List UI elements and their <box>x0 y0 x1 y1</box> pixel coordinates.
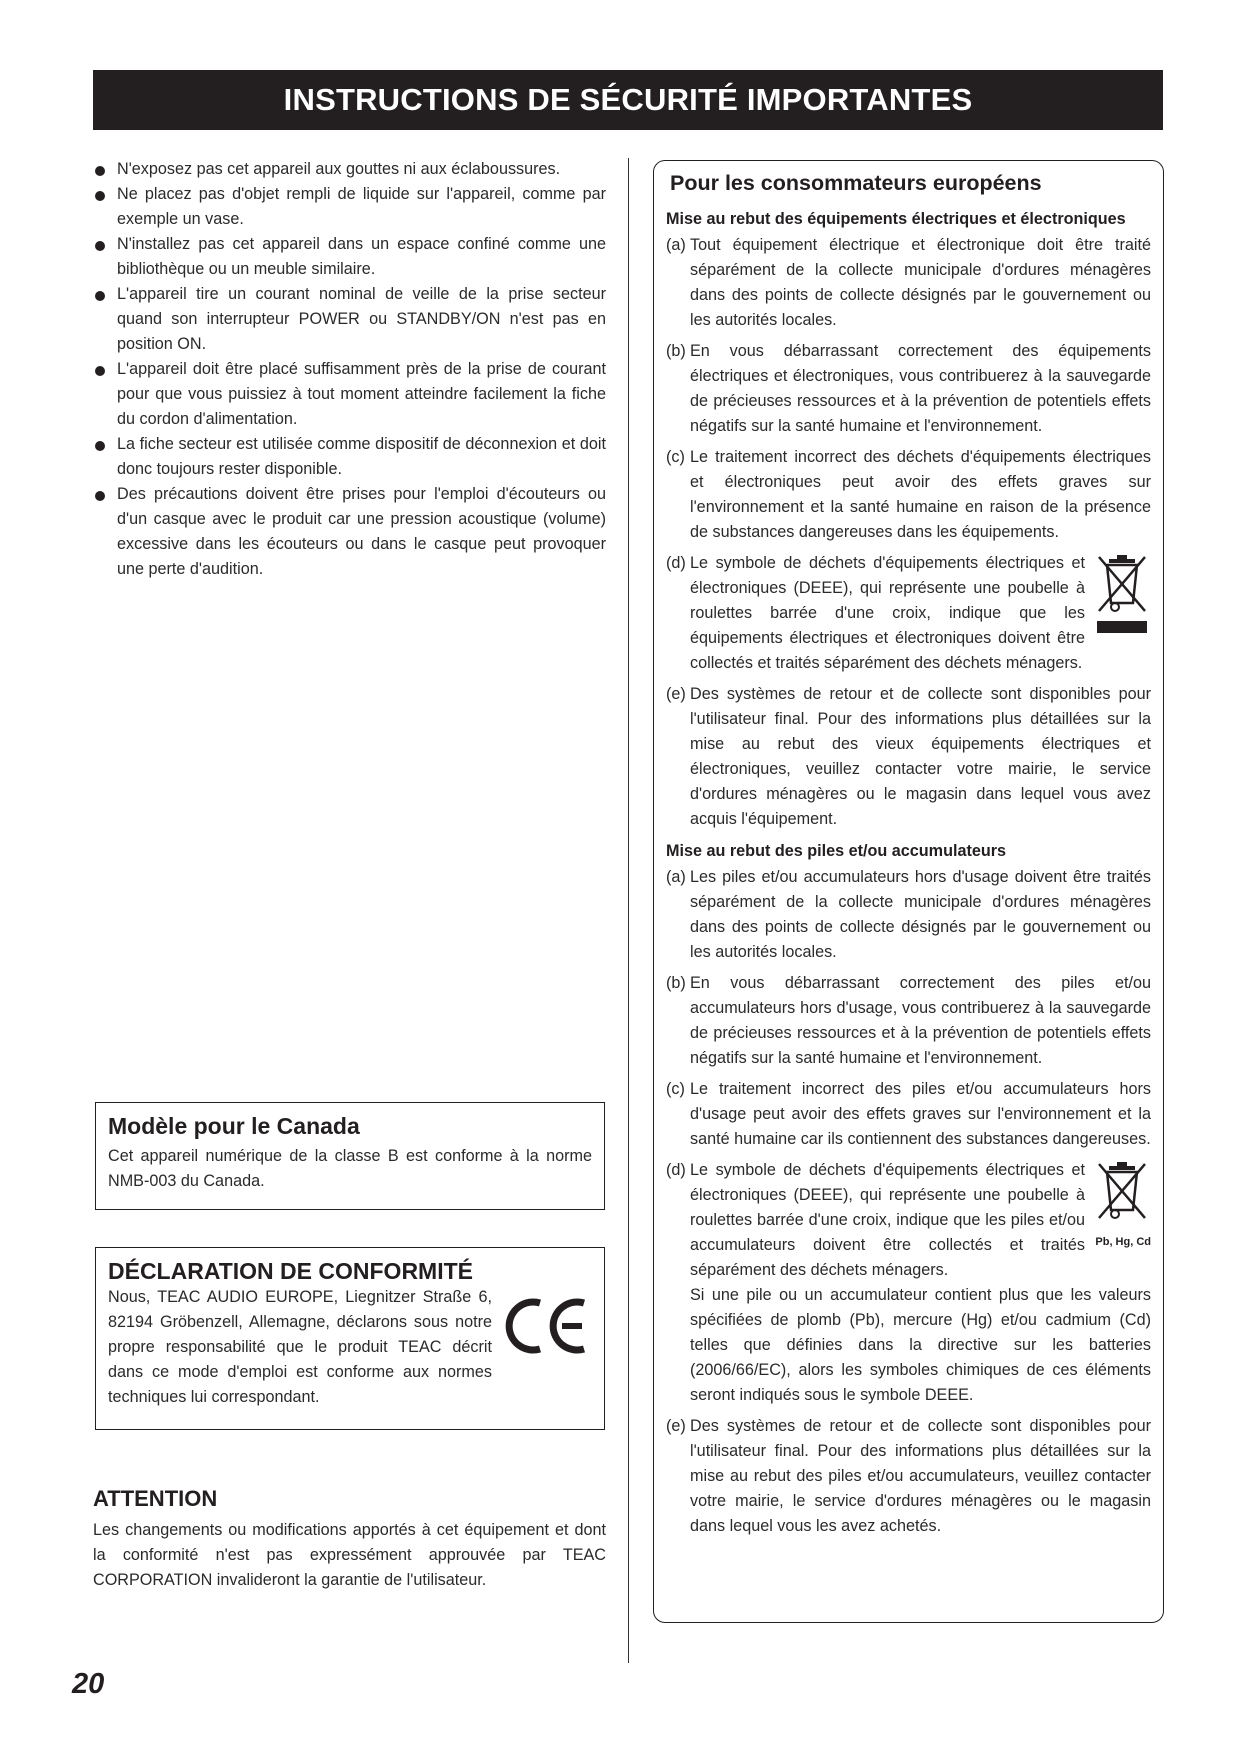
weee-crossed-bin-icon <box>1093 551 1151 637</box>
item-marker: (e) <box>666 685 686 703</box>
item-text-continued: Si une pile ou un accumulateur contient plus que les valeurs spécifiées de plomb (Pb), mercure (Hg) et/ou cadmium (Cd) telles que définies dans la directive sur les batteries (2006/66/EC), alors les symboles chimiques de ces éléments seront indiqués sous le symbole DEEE. <box>690 1286 1151 1404</box>
chemical-symbols-label: Pb, Hg, Cd <box>1095 1236 1151 1248</box>
eu-title: Pour les consommateurs européens <box>670 171 1042 195</box>
list-item: N'installez pas cet appareil dans un espace confiné comme une bibliothèque ou un meuble similaire. <box>93 232 606 282</box>
list-item <box>666 445 1151 545</box>
attention-section <box>93 1486 606 1593</box>
canada-text: Cet appareil numérique de la classe B est conforme à la norme NMB-003 du Canada. <box>108 1147 592 1190</box>
ce-mark-icon <box>502 1295 592 1357</box>
item-marker: (b) <box>666 342 686 360</box>
item-marker: (b) <box>666 974 686 992</box>
list-item <box>666 1414 1151 1539</box>
attention-text: Les changements ou modifications apportés à cet équipement et dont la conformité n'est pas expressément approuvée par TEAC CORPORATION invalideront la garantie de l'utilisateur. <box>93 1521 606 1589</box>
item-text: Tout équipement électrique et électronique doit être traité séparément de la collecte municipale d'ordures ménagères dans des points de collecte désignés par le gouvernement ou les autorités locales. <box>690 236 1151 329</box>
list-item <box>666 551 1151 676</box>
item-marker: (a) <box>666 236 686 254</box>
item-marker: (c) <box>666 448 685 466</box>
list-item <box>666 1158 1151 1408</box>
item-text: Les piles et/ou accumulateurs hors d'usage doivent être traités séparément de la collecte municipale d'ordures ménagères dans des points de collecte désignés par le gouvernement ou les autorités locales. <box>690 868 1151 961</box>
conformity-title: DÉCLARATION DE CONFORMITÉ <box>108 1258 474 1284</box>
item-text: Le traitement incorrect des déchets d'équipements électriques et électroniques peut avoir des effets graves sur l'environnement et la santé humaine en raison de la présence de substances dangereuses dans les équipements. <box>690 448 1151 541</box>
weee-crossed-bin-icon <box>1093 1158 1151 1222</box>
canada-box <box>95 1102 605 1210</box>
conformity-text: Nous, TEAC AUDIO EUROPE, Liegnitzer Straße 6, 82194 Gröbenzell, Allemagne, déclarons sous notre propre responsabilité que le produit TEAC décrit dans ce mode d'emploi est conforme aux normes techniques lui correspondant. <box>108 1288 492 1406</box>
weee-list <box>666 233 1151 832</box>
page-title: INSTRUCTIONS DE SÉCURITÉ IMPORTANTES <box>283 82 973 117</box>
canada-title: Modèle pour le Canada <box>108 1113 360 1139</box>
item-marker: (e) <box>666 1417 686 1435</box>
list-item <box>666 865 1151 965</box>
batteries-list <box>666 865 1151 1539</box>
conformity-box <box>95 1247 605 1430</box>
batteries-heading: Mise au rebut des piles et/ou accumulateurs <box>666 842 1007 860</box>
list-item: N'exposez pas cet appareil aux gouttes ni aux éclaboussures. <box>93 157 606 182</box>
list-item: Des précautions doivent être prises pour l'emploi d'écouteurs ou d'un casque avec le produit car une pression acoustique (volume) excessive dans les écouteurs ou dans le casque peut provoquer une perte d'audition. <box>93 482 606 582</box>
page-title-banner <box>93 70 1163 130</box>
item-marker: (c) <box>666 1080 685 1098</box>
list-item: L'appareil tire un courant nominal de veille de la prise secteur quand son interrupteur POWER ou STANDBY/ON n'est pas en position ON. <box>93 282 606 357</box>
list-item <box>666 682 1151 832</box>
eu-consumers-box <box>653 160 1164 1623</box>
safety-bullets <box>93 157 606 582</box>
item-text: En vous débarrassant correctement des équipements électriques et électroniques, vous contribuerez à la sauvegarde de précieuses ressources et à la prévention de potentiels effets négatifs sur la santé humaine et l'environnement. <box>690 342 1151 435</box>
list-item <box>666 1077 1151 1152</box>
list-item <box>666 233 1151 333</box>
item-marker: (a) <box>666 868 686 886</box>
weee-heading: Mise au rebut des équipements électriques et électroniques <box>666 210 1126 228</box>
column-divider <box>628 158 629 1663</box>
list-item <box>666 971 1151 1071</box>
battery-symbol <box>1093 1158 1151 1255</box>
page-number: 20 <box>72 1668 105 1700</box>
item-text: En vous débarrassant correctement des piles et/ou accumulateurs hors d'usage, vous contribuerez à la sauvegarde de précieuses ressources et à la prévention de potentiels effets négatifs sur la santé humaine et l'environnement. <box>690 974 1151 1067</box>
list-item: La fiche secteur est utilisée comme dispositif de déconnexion et doit donc toujours rester disponible. <box>93 432 606 482</box>
item-text: Le traitement incorrect des piles et/ou accumulateurs hors d'usage peut avoir des effets graves sur l'environnement et la santé humaine car ils contiennent des substances dangereuses. <box>690 1080 1151 1148</box>
item-marker: (d) <box>666 554 686 572</box>
item-text: Le symbole de déchets d'équipements électriques et électroniques (DEEE), qui représente une poubelle à roulettes barrée d'une croix, indique que les piles et/ou accumulateurs doivent être collectés et traités séparément des déchets ménagers. <box>690 1161 1085 1279</box>
item-text: Des systèmes de retour et de collecte sont disponibles pour l'utilisateur final. Pour des informations plus détaillées sur la mise au rebut des vieux équipements électriques et électroniques, veuillez contacter votre mairie, le service d'ordures ménagères ou le magasin dans lequel vous avez acquis l'équipement. <box>690 685 1151 828</box>
item-text: Des systèmes de retour et de collecte sont disponibles pour l'utilisateur final. Pour des informations plus détaillées sur la mise au rebut des piles et/ou accumulateurs, veuillez contacter votre mairie, le service d'ordures ménagères ou le magasin dans lequel vous les avez achetés. <box>690 1417 1151 1535</box>
list-item <box>666 339 1151 439</box>
bullet-list <box>93 157 606 582</box>
list-item: L'appareil doit être placé suffisamment près de la prise de courant pour que vous puissiez à tout moment atteindre facilement la fiche du cordon d'alimentation. <box>93 357 606 432</box>
item-marker: (d) <box>666 1161 686 1179</box>
list-item: Ne placez pas d'objet rempli de liquide sur l'appareil, comme par exemple un vase. <box>93 182 606 232</box>
attention-title: ATTENTION <box>93 1486 218 1511</box>
item-text: Le symbole de déchets d'équipements électriques et électroniques (DEEE), qui représente une poubelle à roulettes barrée d'une croix, indique que les équipements électriques et électroniques doivent être collectés et traités séparément des déchets ménagers. <box>690 554 1085 672</box>
